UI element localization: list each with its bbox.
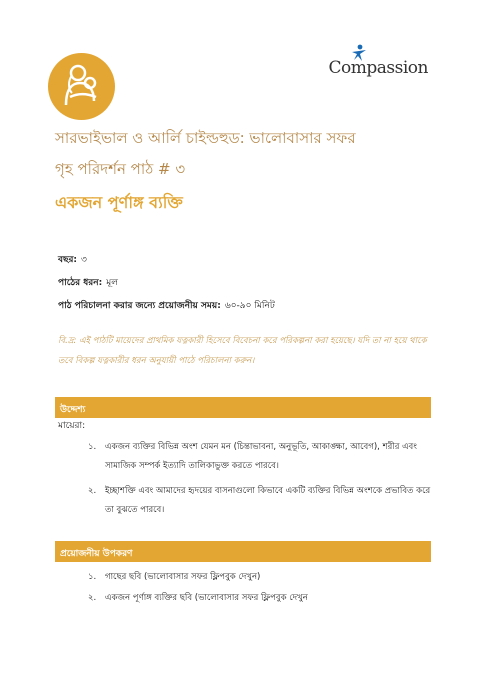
type-value: মূল [106,278,118,288]
note: বি.দ্র: এই পাঠটি মায়েদের প্রাথমিক যত্নকারী হিসেবে বিবেচনা করে পরিকল্পনা করা হয়েছে। যদি তা না হয়ে থাকে তবে বিকল্প যত্নকারীর ধরন অনুযায়ী পাঠে পরিচালনা করুন। [58,336,427,366]
meta-year [58,252,87,267]
materials-header-band [55,541,431,562]
item-text: ইচ্ছাশক্তি এবং আমাদের হৃদয়ের বাসনাগুলো কিভাবে একটি ব্যক্তির বিভিন্ন অংশকে প্রভাবিত করে তা বুঝতে পারবে। [105,486,431,515]
mother-child-logo-icon [48,53,115,120]
item-number: ১. [88,572,97,582]
objectives-header-band [55,397,431,418]
item-text: গাছের ছবি (ভালোবাসার সফর ফ্লিপবুক দেখুন) [105,572,261,582]
item-number: ২. [88,486,97,496]
year-label: বছর: [58,255,78,265]
lesson-heading: একজন পূর্ণাঙ্গ ব্যক্তি [55,193,183,212]
objectives-header: উদ্দেশ্য [60,405,86,415]
year-value: ৩ [81,255,87,265]
materials-header: প্রয়োজনীয় উপকরণ [60,549,133,559]
type-label: পাঠের ধরন: [58,278,103,288]
brand-name: Compassion [328,58,428,78]
item-text: একজন ব্যক্তির বিভিন্ন অংশ যেমন মন (চিন্তাভাবনা, অনুভূতি, আকাঙ্ক্ষা, আবেগ), শরীর এবং সামাজিক সম্পর্ক ইত্যাদি তালিকাভুক্ত করতে পারবে। [105,442,417,471]
objectives-intro: মায়েরা: [58,421,86,431]
item-number: ২. [88,593,97,603]
meta-time [58,298,275,313]
time-value: ৬০-৯০ মিনিট [224,301,275,311]
program-title: সারভাইভাল ও আর্লি চাইল্ডহুড: ভালোবাসার সফর [55,129,356,147]
meta-type [58,275,118,290]
time-label: পাঠ পরিচালনা করার জন্যে প্রয়োজনীয় সময়: [58,301,221,311]
item-number: ১. [88,442,97,452]
lesson-title: গৃহ পরিদর্শন পাঠ # ৩ [55,160,186,178]
compassion-logo [318,44,428,84]
item-text: একজন পূর্ণাঙ্গ ব্যক্তির ছবি (ভালোবাসার সফর ফ্লিপবুক দেখুন [105,593,308,603]
